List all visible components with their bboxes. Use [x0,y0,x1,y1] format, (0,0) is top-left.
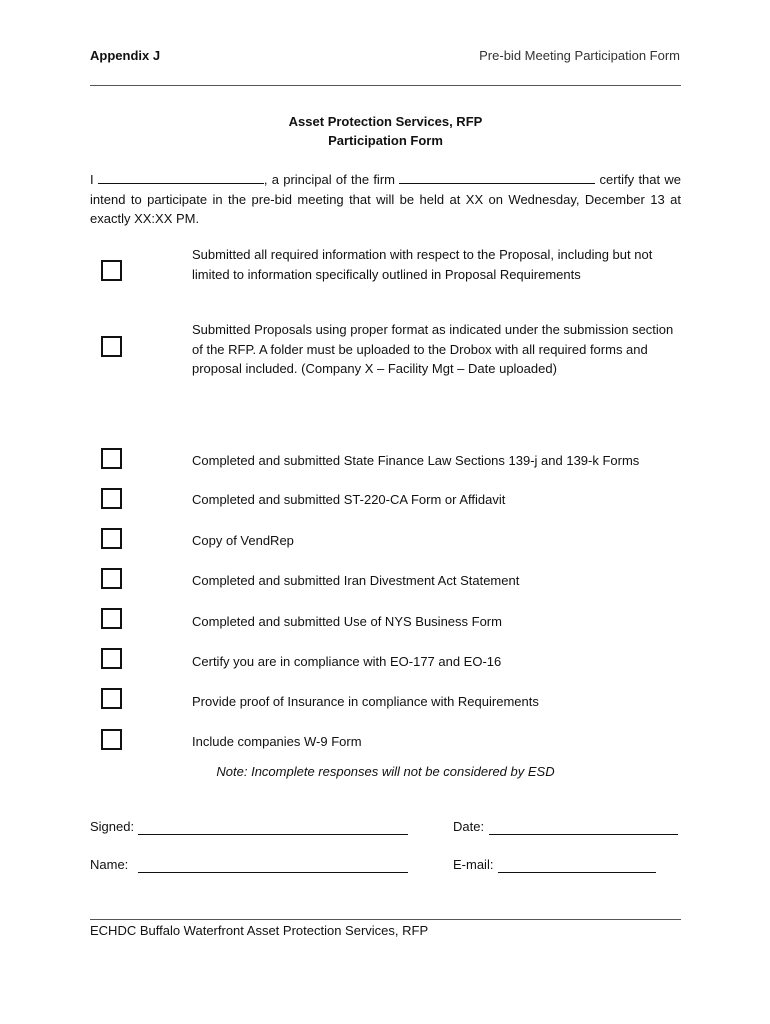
checkbox-state-finance[interactable] [101,448,122,469]
principal-name-blank[interactable] [98,170,264,184]
name-label: Name: [90,857,129,872]
checklist-item-st220: Completed and submitted ST-220-CA Form or Affidavit [192,492,506,507]
header-divider [90,85,681,86]
intro-principal-text: , a principal of the firm [263,172,395,187]
incomplete-responses-note: Note: Incomplete responses will not be considered by ESD [216,764,555,779]
checkbox-required-info[interactable] [101,260,122,281]
checkbox-vendrep[interactable] [101,528,122,549]
signed-label: Signed: [90,819,135,834]
checkbox-iran-divestment[interactable] [101,568,122,589]
checkbox-proposal-format[interactable] [101,336,122,357]
signed-field[interactable] [138,834,408,835]
name-field[interactable] [138,872,408,873]
intro-pronoun: I [90,172,94,187]
checkbox-nys-business[interactable] [101,608,122,629]
checklist-item-nys-business: Completed and submitted Use of NYS Business Form [192,614,502,629]
email-label: E-mail: [453,857,494,872]
checklist-item-w9: Include companies W-9 Form [192,734,362,749]
appendix-label: Appendix J [90,48,161,63]
firm-name-blank[interactable] [399,170,595,184]
checklist-item-proposal-format: Submitted Proposals using proper format as indicated under the submission section of the RFP. A folder must be uploaded to the Drobox with all required forms and proposal included. (Company X – Facility Mgt – Date uploaded) [192,322,674,376]
checklist-item-insurance: Provide proof of Insurance in compliance with Requirements [192,694,539,709]
checkbox-insurance[interactable] [101,688,122,709]
footer-divider [90,919,681,920]
date-label: Date: [453,819,485,834]
intro-certify-text: certify that we intend to participate in the pre-bid meeting that will be held at XX on Wednesday, December 13 at exactly XX:XX PM. [90,172,681,226]
form-name-header: Pre-bid Meeting Participation Form [479,48,680,63]
checklist-item-state-finance: Completed and submitted State Finance Law Sections 139-j and 139-k Forms [192,453,640,468]
document-subtitle: Participation Form [328,133,443,148]
footer-text: ECHDC Buffalo Waterfront Asset Protection Services, RFP [90,923,429,938]
certification-paragraph [90,170,681,229]
checklist-item-vendrep: Copy of VendRep [192,533,294,548]
checklist-item-iran-divestment: Completed and submitted Iran Divestment Act Statement [192,573,520,588]
checkbox-st220[interactable] [101,488,122,509]
email-field[interactable] [498,872,656,873]
checkbox-w9[interactable] [101,729,122,750]
date-field[interactable] [489,834,678,835]
checkbox-eo-compliance[interactable] [101,648,122,669]
document-title: Asset Protection Services, RFP [288,114,483,129]
checklist-item-eo-compliance: Certify you are in compliance with EO-177 and EO-16 [192,654,502,669]
checklist-item-required-info: Submitted all required information with respect to the Proposal, including but not limited to information specifically outlined in Proposal Requirements [192,247,653,282]
